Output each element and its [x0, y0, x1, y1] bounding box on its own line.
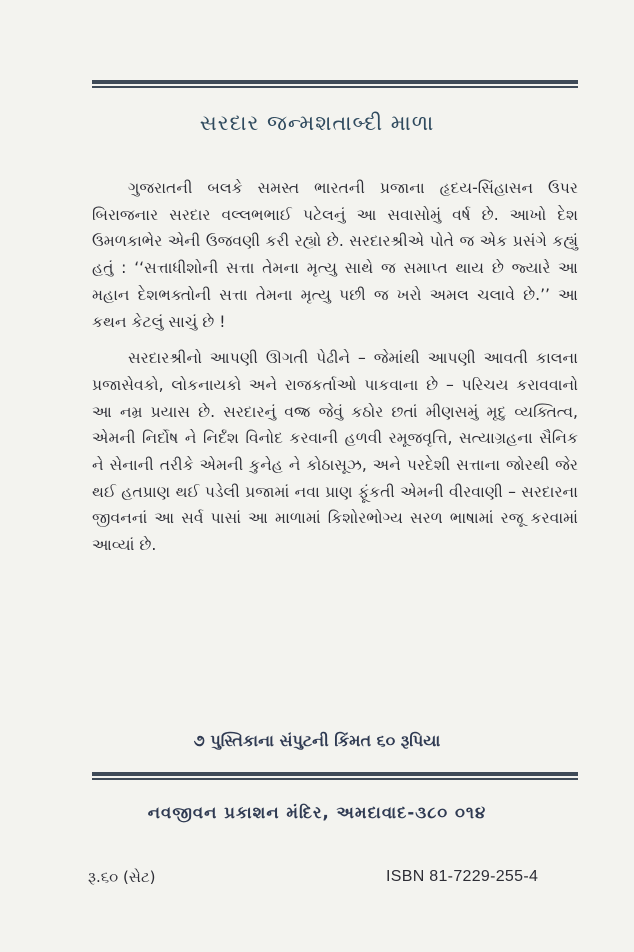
- series-title: સરદાર જન્મશતાબ્દી માળા: [199, 111, 435, 135]
- price-code: રૂ.૬૦ (સેટ): [88, 868, 156, 886]
- isbn-number: ISBN 81-7229-255-4: [386, 868, 539, 885]
- set-price-line: ૭ પુસ્તિકાના સંપુટની કિંમત ૬૦ રૂપિયા: [193, 731, 441, 750]
- bottom-rule-thick: [92, 772, 578, 776]
- bottom-rule-thin: [92, 778, 578, 780]
- description-text: [92, 175, 578, 559]
- paragraph-2: સરદારશ્રીનો આપણી ઊગતી પેઢીને – જેમાંથી આપણી આવતી કાલના પ્રજાસેવકો, લોકનાયકો અને રાજકર્તાઓ પાકવાના છે – પરિચય કરાવવાનો આ નમ્ર પ્રયાસ છે. સરદારનું વજ્ર જેવું કઠોર છતાં મીણસમું મૃદુ વ્યક્તિત્વ, એમની નિર્દોષ ને નિર્દંશ વિનોદ કરવાની હળવી રમૂજવૃત્તિ, સત્યાગ્રહના સૈનિક ને સેનાની તરીકે એમની કુનેહ ને કોઠાસૂઝ, અને પરદેશી સત્તાના જોરથી જેર થઈ હતપ્રાણ થઈ પડેલી પ્રજામાં નવા પ્રાણ ફૂંકતી એમની વીરવાણી – સરદારના જીવનનાં આ સર્વ પાસાં આ માળામાં કિશોરભોગ્ય સરળ ભાષામાં રજૂ કરવામાં આવ્યાં છે.: [92, 349, 578, 555]
- top-rule-thin: [92, 86, 578, 88]
- publisher-address: નવજીવન પ્રકાશન મંદિર, અમદાવાદ-૩૮૦ ૦૧૪: [147, 803, 487, 822]
- paragraph-1: ગુજરાતની બલકે સમસ્ત ભારતની પ્રજાના હૃદય-સિંહાસન ઉપર બિરાજનાર સરદાર વલ્લભભાઈ પટેલનું આ સવાસોમું વર્ષ છે. આખો દેશ ઉમળકાભેર એની ઉજવણી કરી રહ્યો છે. સરદારશ્રીએ પોતે જ એક પ્રસંગે કહ્યું હતું : ‘‘સત્તાધીશોની સત્તા તેમના મૃત્યુ સાથે જ સમાપ્ત થાય છે જ્યારે આ મહાન દેશભક્તોની સત્તા તેમના મૃત્યુ પછી જ ખરો અમલ ચલાવે છે.’’ આ કથન કેટલું સાચું છે !: [92, 179, 578, 331]
- top-rule-thick: [92, 80, 578, 84]
